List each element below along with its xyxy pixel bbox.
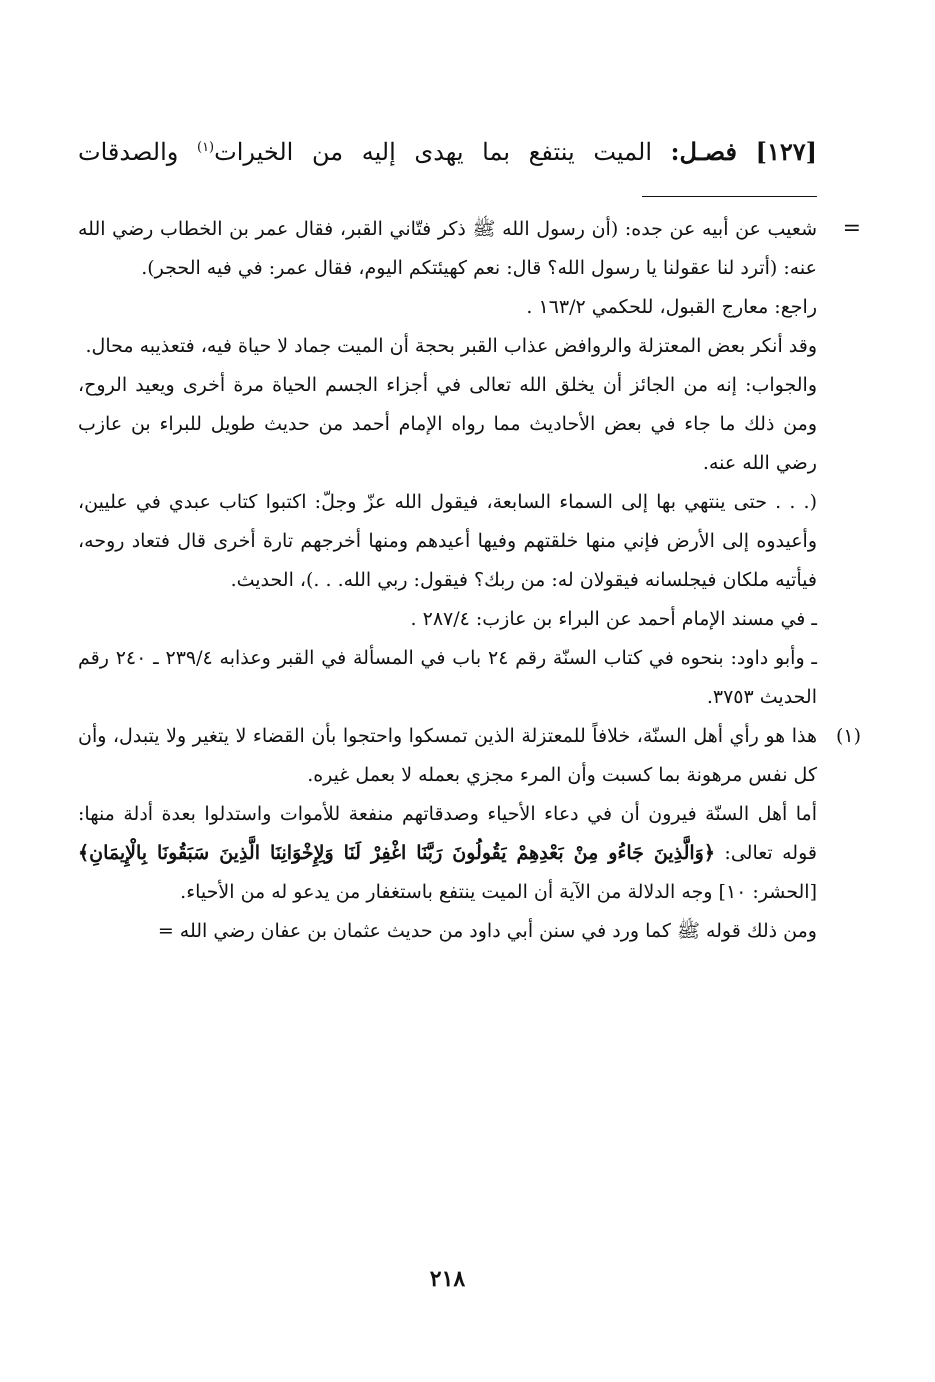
footnote-1-paragraph: [78, 795, 817, 912]
footnote-paragraph: شعيب عن أبيه عن جده: (أن رسول الله ﷺ ذكر فتّاني القبر، فقال عمر بن الخطاب رضي الله عنه: (أترد لنا عقولنا يا رسول الله؟ قال: نعم كهيئتكم اليوم، فقال عمر: في فيه الحجر).: [78, 218, 817, 279]
footnote-paragraph: راجع: معارج القبول، للحكمي ١٦٣/٢ .: [526, 296, 817, 318]
verse-explanation: [الحشر: ١٠] وجه الدلالة من الآية أن الميت ينتفع باستغفار من يدعو له من الأحياء.: [180, 881, 817, 903]
section-number: [١٢٧]: [755, 137, 817, 166]
footnote-paragraph: (. . . حتى ينتهي بها إلى السماء السابعة، فيقول الله عزّ وجلّ: اكتبوا كتاب عبدي في عليين، وأعيدوه إلى الأرض فإني منها خلقتهم وفيها أعيدهم ومنها أخرجهم تارة أخرى قال فتعاد روحه، فيأتيه ملكان فيجلسانه فيقولان له: من ربك؟ فيقول: ربي الله. . .)، الحديث.: [78, 491, 817, 591]
footnote-1-lead: أما أهل السنّة فيرون أن في دعاء الأحياء وصدقاتهم منفعة للأموات واستدلوا بعدة أدلة منها: قوله تعالى:: [78, 803, 817, 864]
footnote-1: [78, 717, 861, 951]
section-heading: [78, 132, 817, 172]
footnote-1-last-paragraph: ومن ذلك قوله ﷺ كما ورد في سنن أبي داود من حديث عثمان بن عفان رضي الله =: [157, 920, 817, 942]
book-page: [78, 0, 861, 1382]
footnote-marker: (١): [835, 725, 861, 747]
footnotes-area: [78, 210, 861, 951]
footnote-1-paragraph: هذا هو رأي أهل السنّة، خلافاً للمعتزلة الذين تمسكوا واحتجوا بأن القضاء لا يتغير ولا يتبدل، وأن كل نفس مرهونة بما كسبت وأن المرء مجزي بعمله لا بعمل غيره.: [78, 725, 817, 786]
section-title-end: والصدقات: [78, 138, 179, 166]
footnote-paragraph: ـ وأبو داود: بنحوه في كتاب السنّة رقم ٢٤ باب في المسألة في القبر وعذابه ٢٣٩/٤ ـ ٢٤٠ رقم الحديث ٣٧٥٣.: [78, 647, 817, 708]
footnote-separator: [642, 196, 817, 197]
footnote-paragraph: وقد أنكر بعض المعتزلة والروافض عذاب القبر بحجة أن الميت جماد لا حياة فيه، فتعذيبه محال.: [85, 335, 817, 357]
continuation-mark: =: [842, 216, 861, 241]
footnote-paragraph: ـ في مسند الإمام أحمد عن البراء بن عازب: ٢٨٧/٤ .: [410, 608, 817, 630]
section-label: فصـل:: [670, 137, 737, 166]
quran-verse: ﴿وَالَّذِينَ جَاءُو مِنْ بَعْدِهِمْ يَقُولُونَ رَبَّنَا اغْفِرْ لَنَا وَلِإِخْوَانِنَا الَّذِينَ سَبَقُونَا بِالْإِيمَانِ﴾: [78, 842, 715, 864]
heading-footnote-ref: (١): [196, 140, 215, 155]
section-title: الميت ينتفع بما يهدى إليه من الخيرات: [214, 138, 652, 166]
page-number: ٢١٨: [429, 1266, 466, 1292]
footnote-paragraph: والجواب: إنه من الجائز أن يخلق الله تعالى في أجزاء الجسم الحياة مرة أخرى ويعيد الروح، ومن ذلك ما جاء في بعض الأحاديث مما رواه الإمام أحمد من حديث طويل للبراء بن عازب رضي الله عنه.: [78, 374, 817, 474]
